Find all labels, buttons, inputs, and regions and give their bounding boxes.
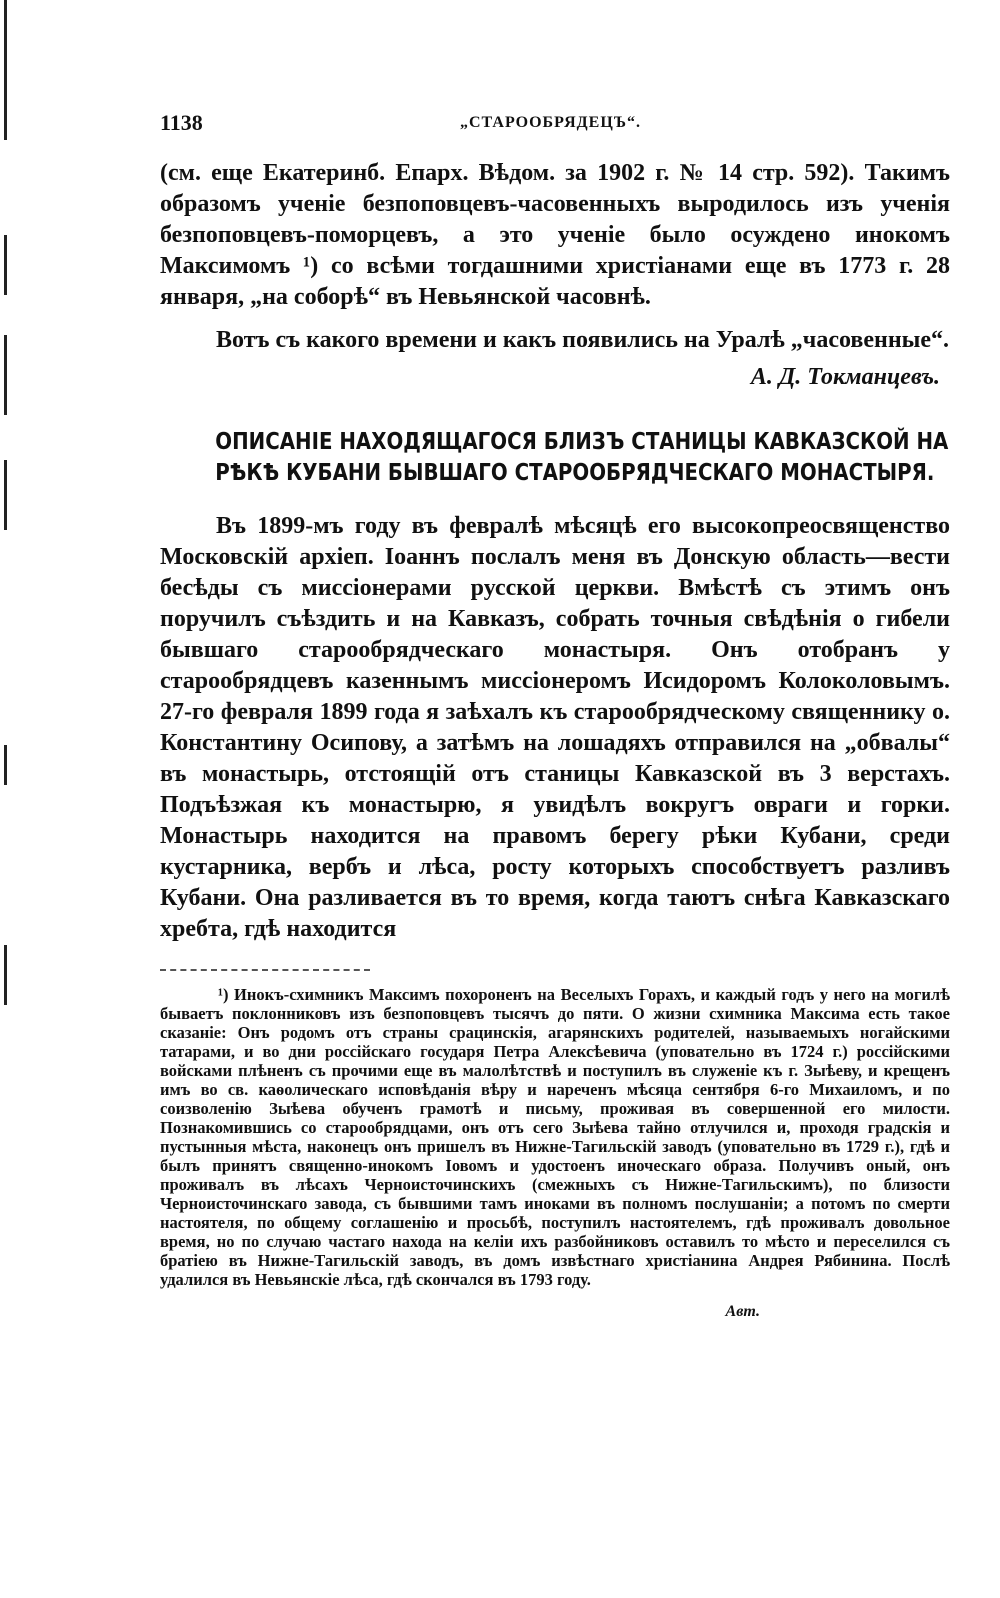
page-edge-mark	[4, 0, 7, 140]
running-head	[160, 110, 950, 146]
page	[160, 110, 950, 1321]
author-signature: А. Д. Токманцевъ.	[750, 364, 940, 390]
article-title-line: РѢКѢ КУБАНИ БЫВШАГО СТАРООБРЯДЧЕСКАГО МОНАСТЫРЯ.	[215, 460, 935, 486]
article-title	[215, 427, 949, 489]
journal-title: „СТАРООБРЯДЕЦЪ“.	[460, 114, 642, 131]
footnote-signature: Авт.	[725, 1303, 760, 1320]
page-edge-mark	[4, 335, 7, 415]
page-edge-mark	[4, 945, 7, 1005]
page-edge-mark	[4, 235, 7, 295]
paragraph: Вотъ съ какого времени и какъ появились на Уралѣ „часовенные“.	[216, 327, 950, 353]
page-number: 1138	[160, 110, 203, 135]
paragraph: (см. еще Екатеринб. Епарх. Вѣдом. за 1902 г. № 14 стр. 592). Такимъ образомъ ученіе безпоповцевъ-часовенныхъ выродилось изъ ученія безпоповцевъ-поморцевъ, а это ученіе было осуждено инокомъ Максимомъ ¹) со всѣми тогдашними христіанами еще въ 1773 г. 28 января, „на соборѣ“ въ Невьянской часовнѣ.	[160, 160, 950, 310]
page-edge-mark	[4, 460, 7, 530]
page-edge-mark	[4, 745, 7, 785]
footnote: ¹) Инокъ-схимникъ Максимъ похороненъ на Веселыхъ Горахъ, и каждый годъ у него на могилѣ бываетъ поклонниковъ изъ безпоповцевъ тысячъ до пяти. О жизни схимника Максима есть такое сказаніе: Онъ родомъ отъ страны срацинскія, агарянскихъ родителей, называемыхъ ногайскими татарами, и во дни россійскаго государя Петра Алексѣевича (уповательно въ 1724 г.) россійскими войсками плѣненъ съ прочими еще въ малолѣтствѣ и поступилъ въ служеніе къ г. Зыѣеву, и крещенъ имъ во св. каѳолическаго исповѣданія вѣру и нареченъ мѣсяца сентября 6-го Михаиломъ, и по соизволенію Зыѣева обученъ грамотѣ и письму, проживая въ совершенной его милости. Познакомившись со старообрядцами, онъ отъ сего Зыѣева тайно отлучился и, проходя градскія и пустынныя мѣста, наконецъ онъ пришелъ въ Нижне-Тагильскій заводъ (уповательно въ 1729 г.), гдѣ и былъ принятъ священно-инокомъ Іовомъ и удостоенъ иноческаго образа. Получивъ оный, онъ проживалъ въ лѣсахъ Черноисточинскихъ (смежныхъ съ Нижне-Тагильскимъ), по близости Черноисточинскаго завода, съ бывшими тамъ иноками въ полномъ послушаніи; а потомъ по смерти настоятеля, по общему соглашенію и просьбѣ, поступилъ настоятелемъ, гдѣ проживалъ довольное время, но по случаю частаго находа на келіи ихъ разбойниковъ оставилъ то мѣсто и переселился съ братіею въ Нижне-Тагильскій заводъ, въ домъ извѣстнаго христіанина Андрея Рябинина. Послѣ удалился въ Невьянскіе лѣса, гдѣ скончался въ 1793 году.	[160, 985, 950, 1289]
article-title-line: ОПИСАНІЕ НАХОДЯЩАГОСЯ БЛИЗЪ СТАНИЦЫ КАВКАЗСКОЙ НА	[215, 429, 949, 455]
article-body: Въ 1899-мъ году въ февралѣ мѣсяцѣ его высокопреосвященство Московскій архіеп. Іоаннъ послалъ меня въ Донскую область—вести бесѣды съ миссіонерами русской церкви. Вмѣстѣ съ этимъ онъ поручилъ съѣздить и на Кавказъ, собрать точныя свѣдѣнія о гибели бывшаго старообрядческаго монастыря. Онъ отобранъ у старообрядцевъ казеннымъ миссіонеромъ Исидоромъ Колоколовымъ. 27-го февраля 1899 года я заѣхалъ къ старообрядческому священнику о. Константину Осипову, а затѣмъ на лошадяхъ отправился на „обвалы“ въ монастырь, отстоящій отъ станицы Кавказской въ 3 верстахъ. Подъѣзжая къ монастырю, я увидѣлъ вокругъ овраги и горки. Монастырь находится на правомъ берегу рѣки Кубани, среди кустарника, вербъ и лѣса, росту которыхъ способствуетъ разливъ Кубани. Она разливается въ то время, когда таютъ снѣга Кавказскаго хребта, гдѣ находится	[160, 513, 950, 942]
footnote-separator	[160, 969, 370, 971]
